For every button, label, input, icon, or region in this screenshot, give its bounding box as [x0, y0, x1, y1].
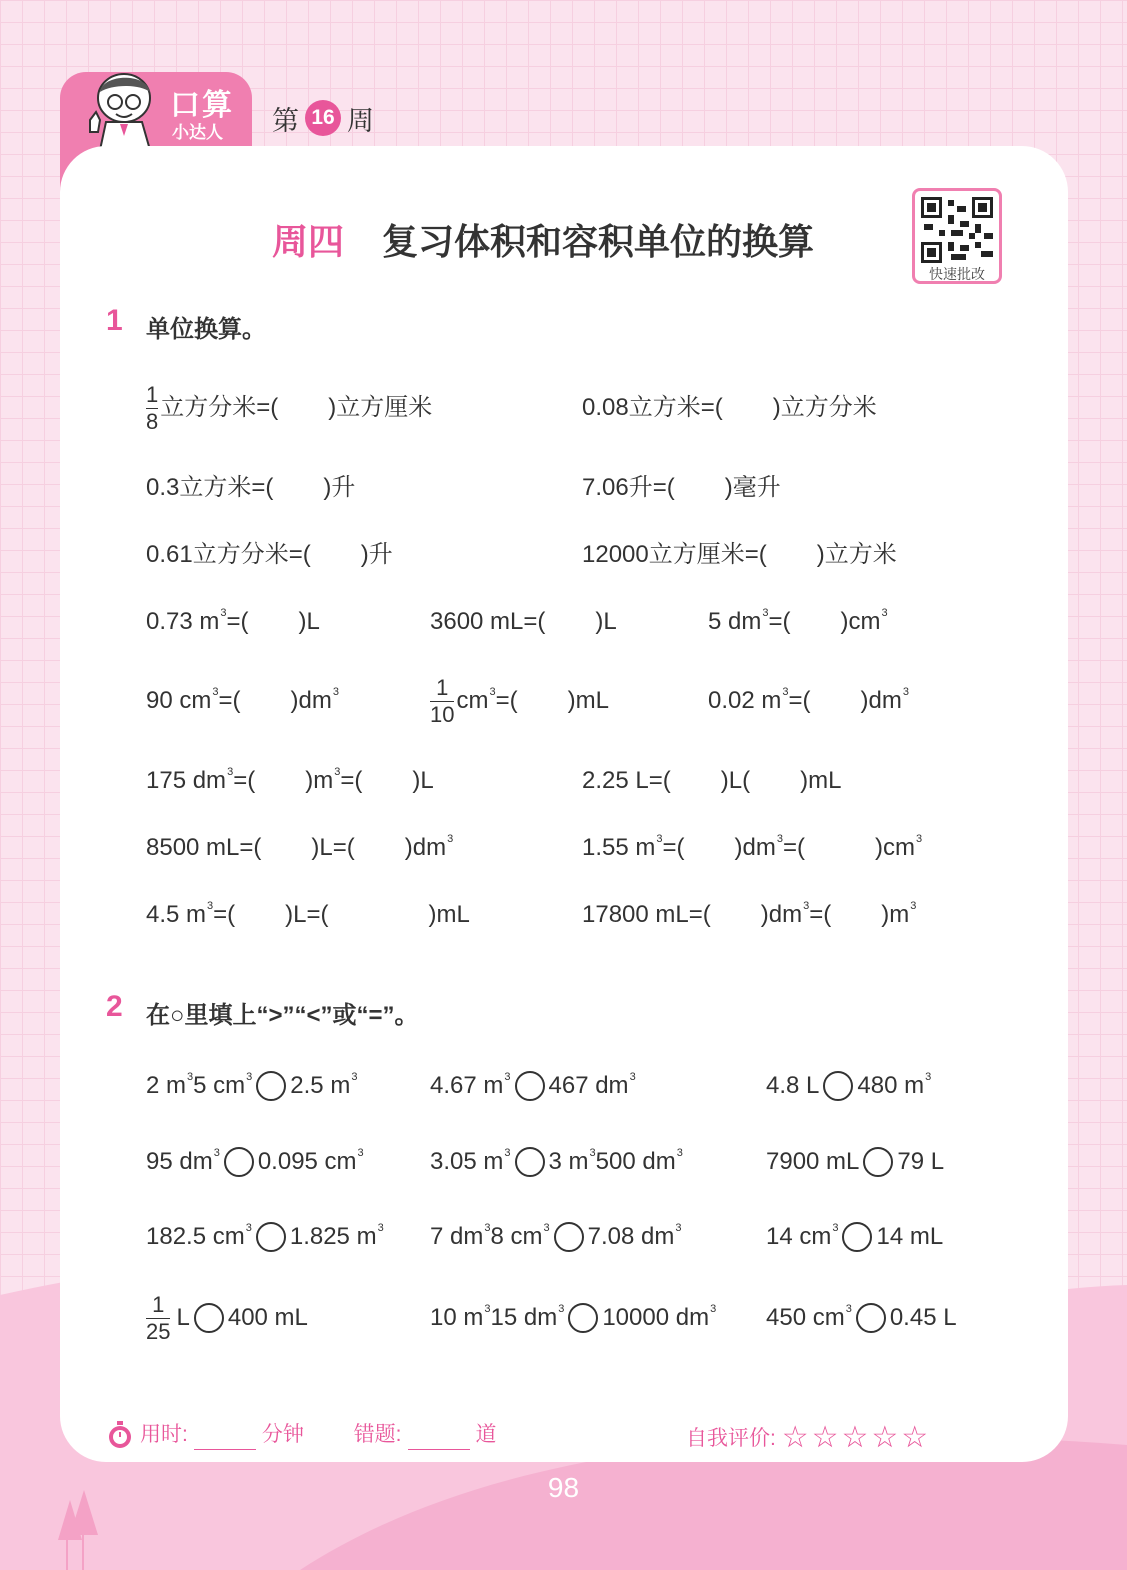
- week-label: [272, 98, 374, 138]
- problem-1-2: 0.08立方米=( )立方分米: [582, 394, 877, 421]
- section-2-number: 2: [106, 990, 123, 1023]
- compare-5: 3.05 m 3 3 m 3 500 dm 3: [430, 1147, 683, 1175]
- problem-1-13: 175 dm 3 =( )m 3 =( )L: [146, 766, 434, 794]
- answer-circle[interactable]: [515, 1071, 545, 1101]
- answer-circle[interactable]: [842, 1222, 872, 1252]
- problem-1-5: 0.61立方分米=( )升: [146, 541, 393, 568]
- footer-time: 用时: 分钟 错题: 道: [106, 1418, 497, 1450]
- problem-1-11: $\frac{1}{10}$ cm 3 =( )mL: [430, 674, 609, 727]
- title-day: 周四: [272, 221, 345, 262]
- answer-circle[interactable]: [224, 1147, 254, 1177]
- errors-blank[interactable]: [408, 1431, 470, 1450]
- problem-1-14: 2.25 L=( )L( )mL: [582, 767, 842, 794]
- answer-circle[interactable]: [256, 1222, 286, 1252]
- fraction: $\frac{1}{10}$: [430, 674, 455, 727]
- week-prefix: 第: [272, 105, 299, 136]
- brand-title: 口算: [170, 89, 234, 122]
- problem-1-9: 5 dm 3 =( )cm 3: [708, 607, 888, 635]
- mascot-icon: [70, 70, 170, 150]
- compare-7: 182.5 cm 3 1.825 m 3: [146, 1222, 384, 1250]
- title-topic: 复习体积和容积单位的换算: [382, 221, 815, 262]
- answer-circle[interactable]: [256, 1071, 286, 1101]
- answer-circle[interactable]: [823, 1071, 853, 1101]
- compare-3: 4.8 L 480 m 3: [766, 1071, 932, 1099]
- answer-circle[interactable]: [194, 1303, 224, 1333]
- compare-10: $\frac{1}{25}$ L 400 mL: [146, 1291, 308, 1344]
- problem-1-3: 0.3立方米=( )升: [146, 474, 356, 501]
- week-suffix: 周: [347, 105, 374, 136]
- answer-circle[interactable]: [863, 1147, 893, 1177]
- answer-circle[interactable]: [856, 1303, 886, 1333]
- page-title: [272, 214, 814, 265]
- stopwatch-icon: [106, 1420, 134, 1450]
- compare-4: 95 dm 3 0.095 cm 3: [146, 1147, 364, 1175]
- fraction: $\frac{1}{8}$: [146, 381, 159, 434]
- problem-1-17: 4.5 m 3 =( )L=( )mL: [146, 900, 470, 928]
- section-1-title: 单位换算。: [146, 316, 266, 343]
- compare-9: 14 cm 3 14 mL: [766, 1222, 944, 1250]
- problem-1-10: 90 cm 3 =( )dm 3: [146, 686, 339, 714]
- fraction: $\frac{1}{25}$: [146, 1291, 171, 1344]
- time-blank[interactable]: [194, 1431, 256, 1450]
- compare-6: 7900 mL 79 L: [766, 1148, 945, 1175]
- problem-1-12: 0.02 m 3 =( )dm 3: [708, 686, 909, 714]
- week-number-badge: 16: [305, 100, 341, 136]
- problem-1-7: 0.73 m 3 =( )L: [146, 607, 320, 635]
- problem-1-16: 1.55 m 3 =( )dm 3 =( )cm 3: [582, 833, 923, 861]
- qr-label: 快速批改: [929, 266, 985, 282]
- problem-1-1: $\frac{1}{8}$ 立方分米=( )立方厘米: [146, 381, 433, 434]
- answer-circle[interactable]: [515, 1147, 545, 1177]
- problem-1-15: 8500 mL=( )L=( )dm 3: [146, 833, 454, 861]
- problem-1-6: 12000立方厘米=( )立方米: [582, 541, 897, 568]
- answer-circle[interactable]: [568, 1303, 598, 1333]
- problem-1-4: 7.06升=( )毫升: [582, 474, 781, 501]
- qr-code-icon: [921, 197, 993, 263]
- compare-12: 450 cm 3 0.45 L: [766, 1303, 957, 1331]
- footer-self-eval: 自我评价: ☆☆☆☆☆: [686, 1421, 932, 1454]
- problem-1-8: 3600 mL=( )L: [430, 608, 617, 635]
- brand-subtitle: 小达人: [172, 123, 223, 142]
- page-number: 98: [547, 1472, 580, 1503]
- section-1-number: 1: [106, 304, 123, 337]
- compare-2: 4.67 m 3 467 dm 3: [430, 1071, 636, 1099]
- compare-8: 7 dm 3 8 cm 3 7.08 dm 3: [430, 1222, 682, 1250]
- section-2-title: 在○里填上“>”“<”或“=”。: [146, 1002, 419, 1029]
- compare-1: 2 m 3 5 cm 3 2.5 m 3: [146, 1071, 358, 1099]
- answer-circle[interactable]: [554, 1222, 584, 1252]
- problem-1-18: 17800 mL=( )dm 3 =( )m 3: [582, 900, 917, 928]
- rating-stars[interactable]: ☆☆☆☆☆: [781, 1421, 932, 1454]
- compare-11: 10 m 3 15 dm 3 10000 dm 3: [430, 1303, 717, 1331]
